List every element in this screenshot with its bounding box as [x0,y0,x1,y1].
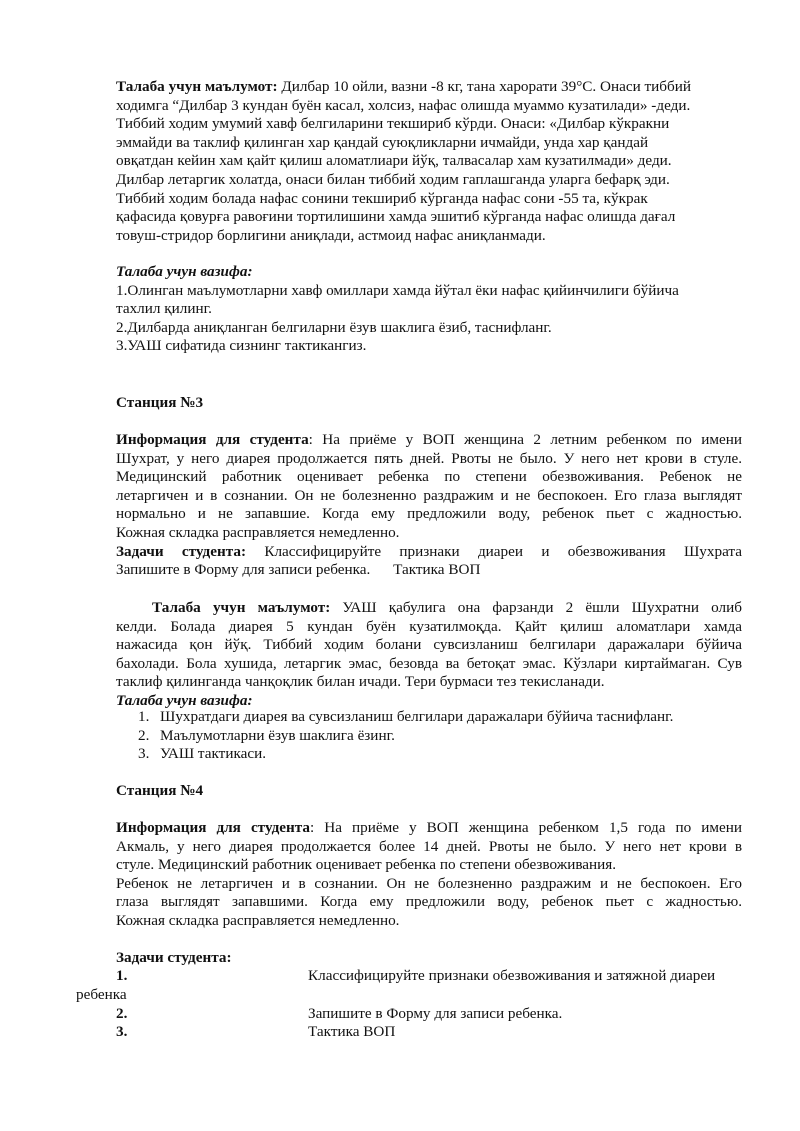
station-3-uz-info-line-4: бахолади. Бола хушида, летаргик эмас, безовда ва бетоқат эмас. Кўзлари киртаймаган. Сув [116,654,742,672]
station-4-info-line-4: Ребенок не летаргичен и в сознании. Он не болезненно раздражим и не беспокоен. Его [116,874,742,892]
dilbar-task-section [116,263,742,356]
station-3-uz-info-label: Талаба учун маълумот: [152,599,331,616]
dilbar-info-line-4: эммайди ва таклиф қилинган хар қандай суюқликларни ичмайди, унда хар қандай [116,133,649,151]
list-item: 2. Маълумотларни ёзув шаклига ёзинг. [138,726,395,744]
station-4-task-1-num: 1. [116,967,128,984]
station-4-tasks-label: Задачи студента: [116,949,232,966]
dilbar-info-line-8: қафасида қовурға равоғини тортилишини хамда эшитиб кўрганда нафас олишда дағал [116,208,676,226]
station-4-title: Станция №4 [116,782,204,799]
station-3-info-line-4: летаргичен и в сознании. Он не болезненно раздражим и не беспокоен. Его глаза выглядят [116,486,742,504]
dilbar-task-line-4: 3.УАШ сифатида сизнинг тактикангиз. [116,337,367,355]
station-4-info-line-2: Акмаль, у него диарея продолжается более 14 дней. Рвоты не было. У него нет крови в [116,837,742,855]
station-3-uz-info-line-2: келди. Болада диарея 5 кундан буён кузатилмоқда. Қайт қилиш аломатлари хамда [116,617,742,635]
station-4-task-1-cont: ребенка [76,986,127,1003]
station-4-info-line-6: Кожная складка расправляется немедленно. [116,911,400,929]
station-4-info-line-5: глаза выглядят запавшими. Когда ему предложили воду, ребенок пьет с жадностью. [116,893,742,911]
station-4-task-3-text: Тактика ВОП [308,1023,396,1040]
station-4-task-2-num: 2. [116,1005,128,1022]
station-3-info-line-6: Кожная складка расправляется немедленно. [116,523,400,541]
dilbar-task-line-3: 2.Дилбарда аниқланган белгиларни ёзув шаклига ёзиб, таснифланг. [116,318,552,336]
dilbar-info-paragraph [116,78,742,245]
station-4-task-2-text: Запишите в Форму для записи ребенка. [308,1005,563,1022]
station-3-uz-task-heading: Талаба учун вазифа: [116,691,253,709]
station-4-task-1-text: Классифицируйте признаки обезвоживания и затяжной диареи [308,967,716,984]
station-3-info-label: Информация для студента [116,431,309,448]
list-item: 1. Шухратдаги диарея ва сувсизланиш белгилари даражалари бўйича таснифланг. [138,708,674,725]
station-3-tasks-line-1: Задачи студента: Классифицируйте признаки диареи и обезвоживания Шухрата [116,542,742,560]
station-4-task-3-num: 3. [116,1023,128,1040]
station-3-info-line-2: Шухрат, у него диарея продолжается пять дней. Рвоты не было. У него нет крови в стуле. [116,449,742,467]
station-3-info-paragraph [116,431,742,580]
station-3-uz-info-paragraph [116,599,742,711]
list-item: 3. УАШ тактикаси. [138,745,266,763]
station-4-info-paragraph [116,819,742,931]
dilbar-info-line-1: Талаба учун маълумот: Дилбар 10 ойли, вазни -8 кг, тана харорати 39°С. Онаси тиббий [116,78,691,95]
station-3-info-line-5: нормально и не запавшие. Когда ему предложили воду, ребенок пьет с жадностью. [116,505,742,523]
station-3-info-line-1: Информация для студента: На приёме у ВОП женщина 2 летним ребенком по имени [116,431,742,448]
station-3-uz-info-line-1: Талаба учун маълумот: УАШ қабулига она фарзанди 2 ёшли Шухратни олиб [152,599,742,616]
dilbar-info-label: Талаба учун маълумот: [116,78,278,95]
station-3-info-line-3: Медицинский работник оценивает ребенка по степени обезвоживания. Ребенок не [116,468,742,486]
station-4-info-line-1: Информация для студента: На приёме у ВОП женщина ребенком 1,5 года по имени [116,819,742,836]
station-3-uz-info-line-5: таклиф қилинганда чанқоқлик билан ичади. Тери бурмаси тез текисланади. [116,673,605,691]
dilbar-task-line-2: тахлил қилинг. [116,300,212,318]
dilbar-task-heading: Талаба учун вазифа: [116,263,253,280]
dilbar-info-line-3: Тиббий ходим умумий хавф белгиларини текшириб кўрди. Онаси: «Дилбар кўкракни [116,115,670,133]
station-3-uz-task-list [138,708,742,764]
dilbar-info-line-2: ходимга “Дилбар 3 кундан буён касал, холсиз, нафас олишда муаммо кузатилади» -деди. [116,96,691,114]
station-3-title: Станция №3 [116,394,204,411]
dilbar-info-line-6: Дилбар летаргик холатда, онаси билан тиббий ходим гаплашганда уларга бефарқ эди. [116,170,670,188]
station-4-info-label: Информация для студента [116,819,310,836]
station-3-tasks-label: Задачи студента: [116,542,247,560]
station-3-uz-info-line-3: нажасида қон йўқ. Тиббий ходим болани сувсизланиш белгилари даражалари бўйича [116,636,742,654]
dilbar-task-line-1: 1.Олинган маълумотларни хавф омиллари хамда йўтал ёки нафас қийинчилиги бўйича [116,281,679,299]
dilbar-info-line-5: овқатдан кейин хам қайт қилиш аломатлиари йўқ, талвасалар хам кузатилмади» деди. [116,152,672,170]
dilbar-info-line-7: Тиббий ходим болада нафас сонини текшириб кўрганда нафас сони -55 та, кўкрак [116,189,648,207]
dilbar-info-line-9: товуш-стридор борлигини аниқлади, астмоид нафас аниқланмади. [116,226,546,244]
station-4-info-line-3: стуле. Медицинский работник оценивает ребенка по степени обезвоживания. [116,856,617,874]
station-3-tasks-line-2: Запишите в Форму для записи ребенка. Тактика ВОП [116,561,481,579]
